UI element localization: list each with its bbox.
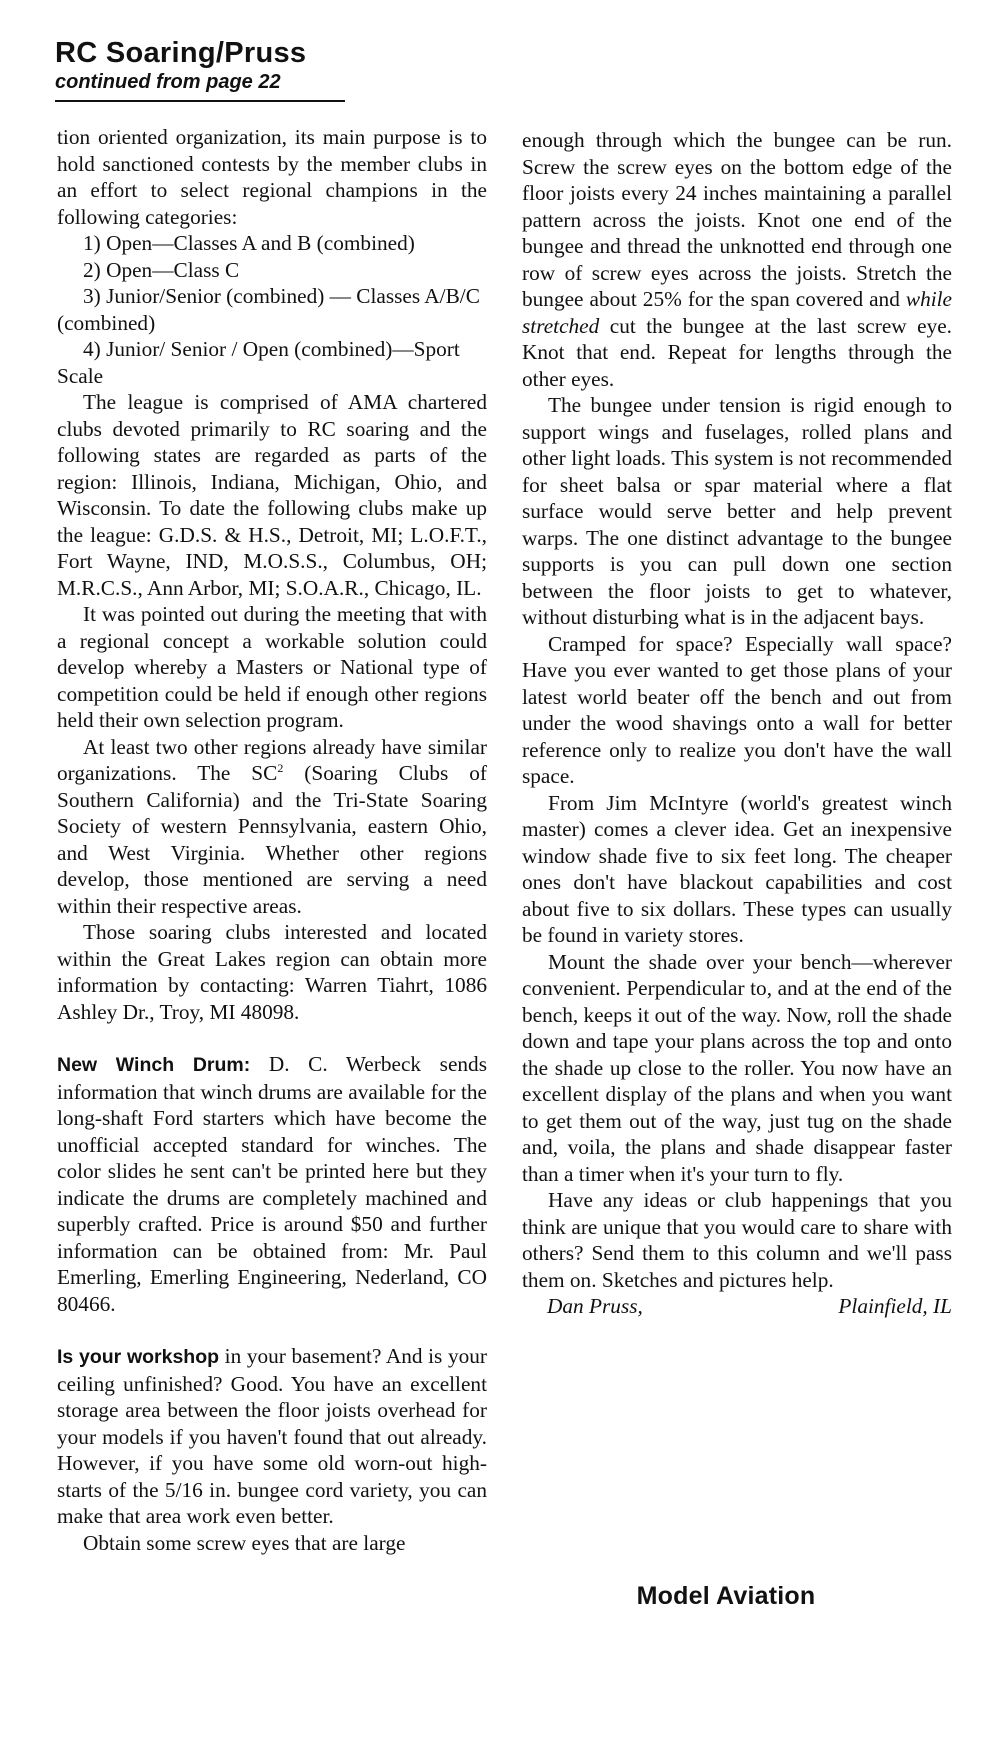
author-location: Plainfield, IL [838,1294,952,1318]
text-run: cut the bungee at the last screw eye. Knot that end. Repeat for lengths through the other eyes. [522,313,952,391]
header-rule [55,100,345,102]
section-lead-in: New Winch Drum: [57,1054,251,1076]
paragraph: Those soaring clubs interested and located within the Great Lakes region can obtain more information by contacting: Warren Tiahrt, 1086 Ashley Dr., Troy, MI 48098. [57,920,487,1024]
paragraph-workshop [57,1343,487,1530]
paragraph: tion oriented organization, its main purpose is to hold sanctioned contests by the member clubs in an effort to select regional champions in the following categories: [57,125,487,229]
paragraph: Obtain some screw eyes that are large [83,1530,406,1555]
text-column-right [522,127,952,1320]
text-column-left [57,124,487,1556]
list-item: 4) Junior/ Senior / Open (combined)—Sport Scale [57,337,460,388]
paragraph: The league is comprised of AMA chartered clubs devoted primarily to RC soaring and the following states are regarded as parts of the region: Illinois, Indiana, Michigan, Ohio, and Wisconsin. To date the following clubs make up the league: G.D.S. & H.S., Detroit, MI; L.O.F.T., Fort Wayne, IND, M.O.S.S., Columbus, OH; M.R.C.S., Ann Arbor, MI; S.O.A.R., Chicago, IL. [57,390,487,600]
paragraph [57,734,487,920]
continued-note: continued from page 22 [55,71,281,93]
column-header [55,36,345,102]
paragraph: Mount the shade over your bench—wherever convenient. Perpendicular to, and at the end of the bench, keeps it out of the way. Now, roll the shade down and tape your plans across the top and onto the shade up close to the roller. You now have an excellent display of the plans and when you want to get them out of the way, just tug on the shade and, voila, the plans and shade disappear faster than a timer when it's your turn to fly. [522,949,952,1186]
author-name: Dan Pruss, [547,1294,643,1318]
list-item: 1) Open—Classes A and B (combined) [83,231,415,255]
column-title: RC Soaring/Pruss [55,37,307,69]
text-run: At least two other regions already have similar organizations. The SC [57,734,487,785]
paragraph: Have any ideas or club happenings that you think are unique that you would care to share with others? Send them to this column and we'll pass them on. Sketches and pictures help. [522,1188,952,1292]
section-lead-in: Is your workshop [57,1346,220,1368]
text-run: (Soaring Clubs of Southern California) and the Tri-State Soaring Society of western Pennsylvania, eastern Ohio, and West Virginia. Whether other regions develop, those mentioned are serving a need within their respective areas. [57,761,488,918]
text-run: D. C. Werbeck sends information that winch drums are available for the long-shaft Ford starters which have become the unofficial accepted standard for winches. The color slides he sent can't be printed here but they indicate the drums are completely machined and superbly crafted. Price is around $50 and further information can be obtained from: Mr. Paul Emerling, Emerling Engineering, Nederland, CO 80466. [57,1052,487,1316]
paragraph: It was pointed out during the meeting that with a regional concept a workable solution could develop whereby a Masters or National type of competition could be held if enough other regions held their own selection program. [57,602,487,732]
paragraph-winch-drum [57,1051,487,1317]
list-item: 2) Open—Class C [83,257,240,282]
paragraph: Cramped for space? Especially wall space? Have you ever wanted to get those plans of your latest world beater off the bench and out from under the wood shavings onto a wall for better reference only to realize you don't have the wall space. [522,631,952,788]
publication-name: Model Aviation [636,1582,816,1610]
text-run: enough through which the bungee can be run. Screw the screw eyes on the bottom edge of the floor joists every 24 inches maintaining a parallel pattern across the joists. Knot one end of the bungee and thread the unknotted end through one row of screw eyes across the joists. Stretch the bungee about 25% for the span covered and [522,128,952,311]
text-run: in your basement? And is your ceiling unfinished? Good. You have an excellent storage area between the floor joists overhead for your models if you haven't found that out already. However, if you have some old worn-out high-starts of the 5/16 in. bungee cord variety, you can make that area work even better. [57,1344,487,1528]
italic-run: while stretched [522,287,952,338]
superscript: 2 [277,760,284,775]
paragraph: The bungee under tension is rigid enough to support wings and fuselages, rolled plans and other light loads. This system is not recommended for sheet balsa or spar material where a flat surface would serve better and help prevent warps. The one distinct advantage to the bungee supports is you can pull down one section between the floor joists to get to whatever, without disturbing what is in the adjacent bays. [522,393,952,629]
paragraph: From Jim McIntyre (world's greatest winch master) comes a clever idea. Get an inexpensive window shade five to six feet long. The cheaper ones don't have blackout capabilities and cost about five to six dollars. These types can usually be found in variety stores. [522,790,952,947]
list-item: 3) Junior/Senior (combined) — Classes A/B/C (combined) [57,284,480,335]
author-signature [522,1293,952,1320]
paragraph [522,127,952,392]
